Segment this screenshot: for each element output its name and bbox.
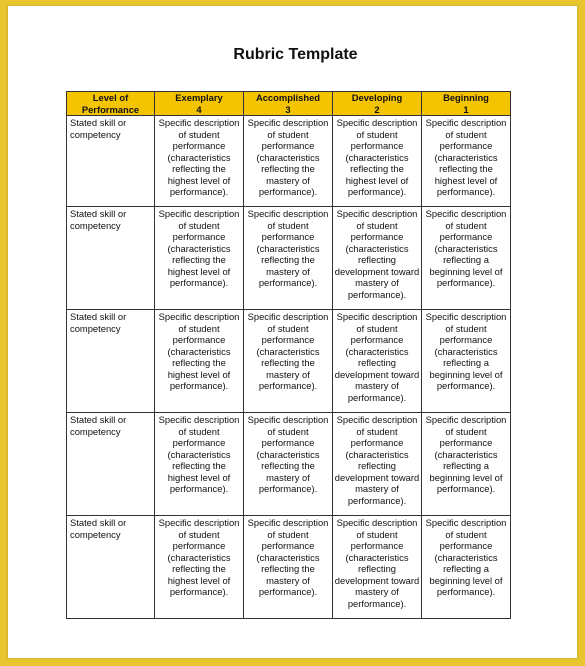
header-sub: Performance xyxy=(81,103,140,115)
skill-cell: Stated skill or competency xyxy=(67,516,155,619)
developing-cell: Specific description of student performance (characteristics reflecting development toward mastery of performance). xyxy=(333,310,422,413)
table-row xyxy=(67,207,511,310)
table-row xyxy=(67,310,511,413)
header-score: 2 xyxy=(374,103,380,115)
skill-cell: Stated skill or competency xyxy=(67,207,155,310)
table-row xyxy=(67,413,511,516)
beginning-cell: Specific description of student performance (characteristics reflecting a beginning level of performance). xyxy=(422,516,511,619)
header-label: Developing xyxy=(351,92,403,103)
exemplary-cell: Specific description of student performance (characteristics reflecting the highest level of performance). xyxy=(155,207,244,310)
header-label: Beginning xyxy=(443,92,489,103)
rubric-table xyxy=(66,91,511,619)
developing-cell: Specific description of student performance (characteristics reflecting development toward mastery of performance). xyxy=(333,413,422,516)
table-row xyxy=(67,116,511,207)
header-row xyxy=(67,92,511,116)
header-score: 3 xyxy=(285,103,291,115)
header-score: 1 xyxy=(463,103,469,115)
header-exemplary xyxy=(155,92,244,116)
beginning-cell: Specific description of student performance (characteristics reflecting a beginning level of performance). xyxy=(422,207,511,310)
document-page xyxy=(8,6,577,658)
header-label: Accomplished xyxy=(255,92,321,103)
accomplished-cell: Specific description of student performance (characteristics reflecting the mastery of performance). xyxy=(244,413,333,516)
header-label: Level of xyxy=(92,92,129,103)
header-accomplished xyxy=(244,92,333,116)
accomplished-cell: Specific description of student performance (characteristics reflecting the mastery of performance). xyxy=(244,516,333,619)
accomplished-cell: Specific description of student performance (characteristics reflecting the mastery of performance). xyxy=(244,310,333,413)
developing-cell: Specific description of student performance (characteristics reflecting development toward mastery of performance). xyxy=(333,516,422,619)
table-row xyxy=(67,516,511,619)
skill-cell: Stated skill or competency xyxy=(67,116,155,207)
skill-cell: Stated skill or competency xyxy=(67,310,155,413)
developing-cell: Specific description of student performance (characteristics reflecting the highest level of performance). xyxy=(333,116,422,207)
page-title: Rubric Template xyxy=(233,46,358,63)
header-label: Exemplary xyxy=(175,92,223,103)
skill-cell: Stated skill or competency xyxy=(67,413,155,516)
header-developing xyxy=(333,92,422,116)
header-level-of-performance xyxy=(67,92,155,116)
accomplished-cell: Specific description of student performance (characteristics reflecting the mastery of performance). xyxy=(244,116,333,207)
exemplary-cell: Specific description of student performance (characteristics reflecting the highest level of performance). xyxy=(155,116,244,207)
developing-cell: Specific description of student performance (characteristics reflecting development toward mastery of performance). xyxy=(333,207,422,310)
header-beginning xyxy=(422,92,511,116)
beginning-cell: Specific description of student performance (characteristics reflecting the highest level of performance). xyxy=(422,116,511,207)
exemplary-cell: Specific description of student performance (characteristics reflecting the highest level of performance). xyxy=(155,516,244,619)
beginning-cell: Specific description of student performance (characteristics reflecting a beginning level of performance). xyxy=(422,413,511,516)
exemplary-cell: Specific description of student performance (characteristics reflecting the highest level of performance). xyxy=(155,310,244,413)
beginning-cell: Specific description of student performance (characteristics reflecting a beginning level of performance). xyxy=(422,310,511,413)
exemplary-cell: Specific description of student performance (characteristics reflecting the highest level of performance). xyxy=(155,413,244,516)
header-score: 4 xyxy=(196,103,202,115)
accomplished-cell: Specific description of student performance (characteristics reflecting the mastery of performance). xyxy=(244,207,333,310)
